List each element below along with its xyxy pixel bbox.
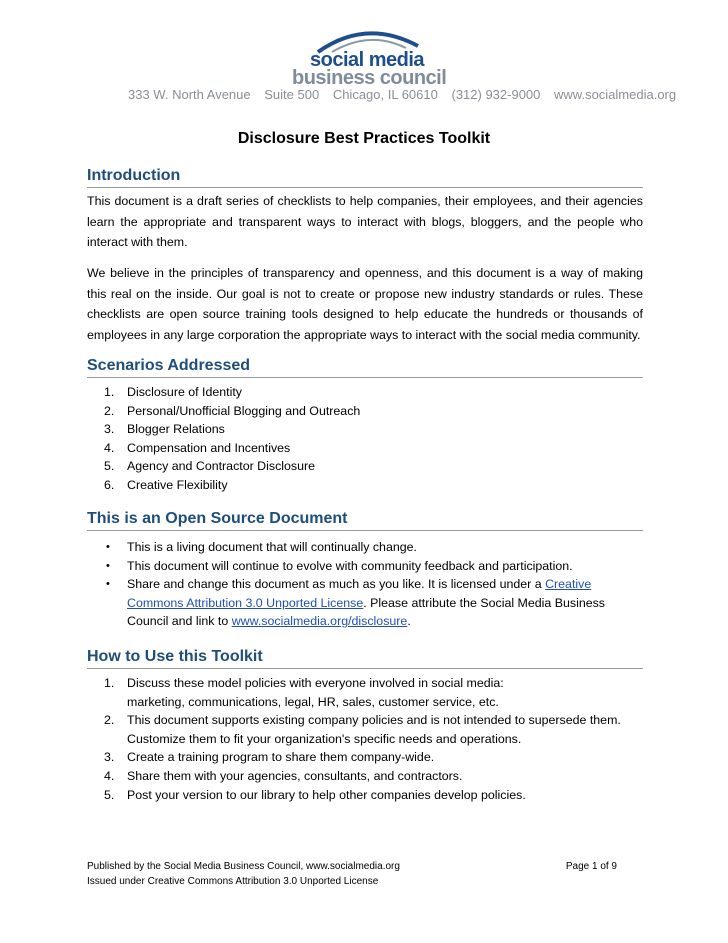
intro-paragraph-2: We believe in the principles of transparency and openness, and this document is a way of making this real on the inside. Our goal is not to create or propose new industry standards or rules. These checklists are open source training tools designed to help educate the hundreds or thousands of employees in any large corporation the appropriate ways to interact with the social media community.	[87, 266, 643, 342]
page-number: Page 1 of 9	[565, 861, 617, 872]
council-logo	[288, 22, 448, 89]
list-item: 1. Disclosure of Identity	[104, 385, 243, 399]
howto-list	[87, 674, 647, 804]
list-item: • This is a living document that will continually change.	[87, 538, 647, 557]
list-item: 5. Agency and Contractor Disclosure	[104, 459, 316, 474]
address-phone: (312) 932-9000	[451, 87, 541, 102]
logo-line2: business council	[292, 67, 447, 89]
bullet-icon: •	[106, 559, 110, 572]
bullet-icon: •	[106, 541, 110, 553]
address-street: 333 W. North Avenue	[128, 87, 251, 102]
list-item: 3. Create a training program to share them company-wide.	[104, 750, 435, 765]
opensource-heading: This is an Open Source Document	[87, 510, 643, 531]
list-item: • This document will continue to evolve with community feedback and participation.	[87, 557, 647, 576]
cc-license-link[interactable]: Creative Commons Attribution 3.0 Unported License	[127, 577, 592, 610]
scenarios-list	[87, 383, 647, 495]
address-website: www.socialmedia.org	[554, 87, 677, 102]
address-city: Chicago, IL 60610	[332, 87, 438, 102]
intro-paragraph-1: This document is a draft series of checklists to help companies, their employees, and their agencies learn the appropriate and transparent ways to interact with blogs, bloggers, and the people who interact with them.	[87, 194, 643, 249]
footer-publisher: Published by the Social Media Business Council, www.socialmedia.org	[87, 861, 400, 872]
document-title: Disclosure Best Practices Toolkit	[237, 130, 491, 147]
address-suite: Suite 500	[264, 87, 320, 102]
list-item: • Share and change this document as much as you like. It is licensed under a Creative Commons Attribution 3.0 Unported License. Please attribute the Social Media Business Council and link to www.socialmedia.org/disclosure.	[106, 577, 606, 629]
list-item: 4. Compensation and Incentives	[104, 440, 291, 455]
list-item: 2. This document supports existing company policies and is not intended to supersede them. Customize them to fit your organization's specific needs and operations.	[104, 713, 621, 746]
bullet-icon: •	[106, 578, 110, 591]
list-item: 1. Discuss these model policies with everyone involved in social media: marketing, communications, legal, HR, sales, customer service, etc.	[104, 676, 504, 709]
list-item: 4. Share them with your agencies, consultants, and contractors.	[104, 768, 463, 783]
list-item: 3. Blogger Relations	[104, 422, 225, 437]
page-footer	[87, 860, 643, 889]
opensource-list	[87, 538, 647, 631]
disclosure-link[interactable]: www.socialmedia.org/disclosure	[231, 614, 408, 629]
list-item: 2. Personal/Unofficial Blogging and Outreach	[104, 403, 361, 418]
list-item: 6. Creative Flexibility	[104, 477, 228, 492]
scenarios-heading: Scenarios Addressed	[87, 357, 643, 378]
logo-line1: social media	[310, 49, 425, 71]
footer-license: Issued under Creative Commons Attribution 3.0 Unported License	[87, 875, 379, 887]
intro-heading: Introduction	[87, 167, 643, 188]
address-line	[128, 87, 686, 102]
howto-heading: How to Use this Toolkit	[87, 648, 643, 669]
list-item: 5. Post your version to our library to help other companies develop policies.	[104, 787, 526, 802]
